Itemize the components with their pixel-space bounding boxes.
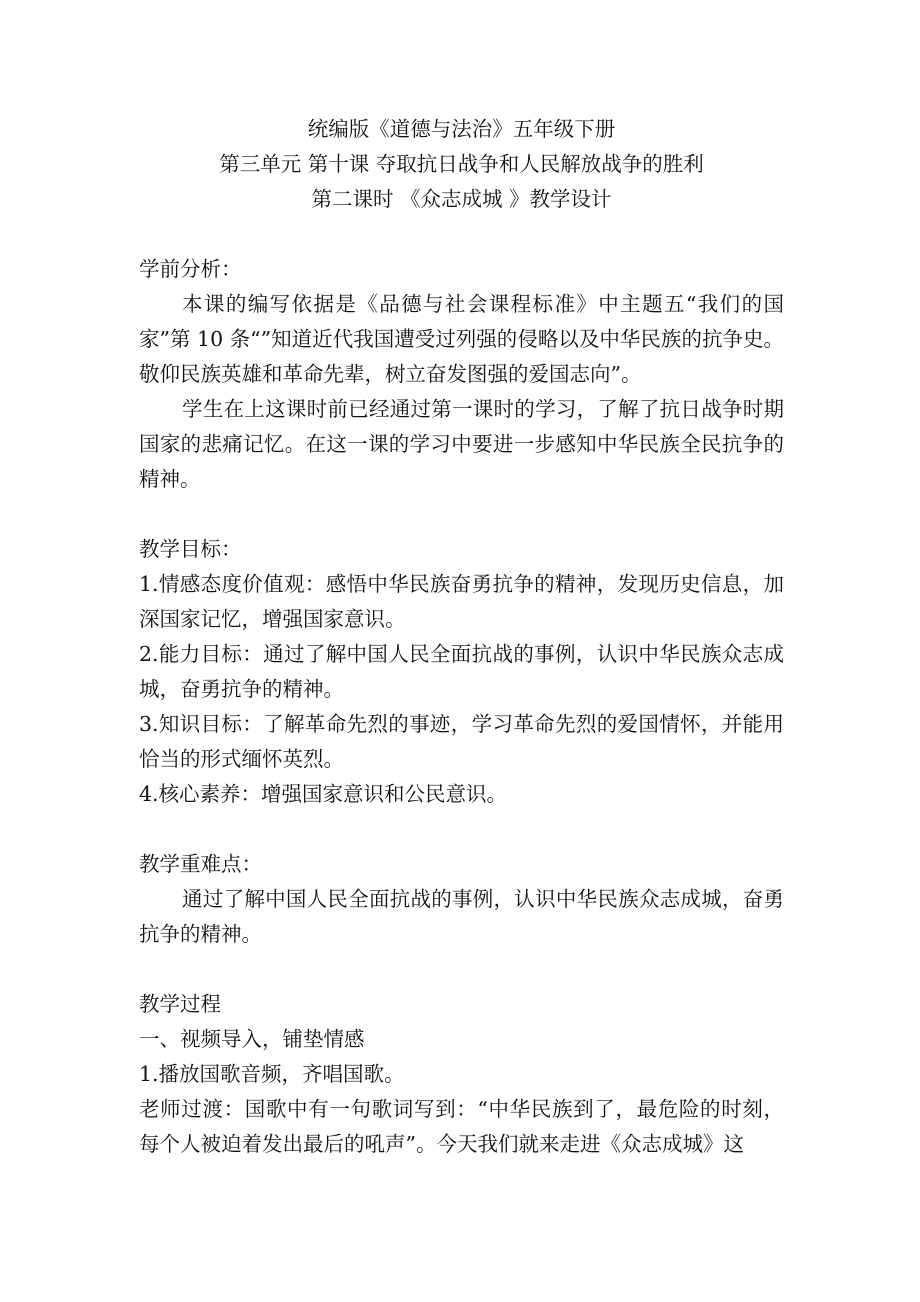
spacer [139,497,784,532]
preclass-analysis-paragraph-2: 学生在上这课时前已经通过第一课时的学习，了解了抗日战争时期国家的悲痛记忆。在这一课的学习中要进一步感知中华民族全民抗争的精神。 [139,397,784,491]
document-title-line-1: 统编版《道德与法治》五年级下册 [307,117,616,141]
key-points-paragraph: 通过了解中国人民全面抗战的事例，认识中华民族众志成城，奋勇抗争的精神。 [139,887,784,946]
spacer [139,217,784,252]
preclass-analysis-heading: 学前分析： [139,257,242,281]
objective-item-2: 2.能力目标：通过了解中国人民全面抗战的事例，认识中华民族众志成城，奋勇抗争的精神。 [139,642,784,701]
key-points-heading: 教学重难点： [139,852,262,876]
objectives-heading: 教学目标： [139,537,242,561]
process-transition-paragraph: 老师过渡：国歌中有一句歌词写到：“中华民族到了，最危险的时刻，每个人被迫着发出最后的吼声”。今天我们就来走进《众志成城》这 [139,1097,784,1156]
document-title-line-3: 第二课时 《众志成城 》教学设计 [311,187,612,211]
process-heading: 教学过程 [139,992,221,1016]
objective-item-1: 1.情感态度价值观：感悟中华民族奋勇抗争的精神，发现历史信息，加深国家记忆，增强国家意识。 [139,572,784,631]
spacer [139,812,784,847]
objective-item-3: 3.知识目标：了解革命先烈的事迹，学习革命先烈的爱国情怀，并能用恰当的形式缅怀英烈。 [139,712,784,771]
process-section-1-heading: 一、视频导入，铺垫情感 [139,1027,365,1051]
spacer [139,952,784,987]
preclass-analysis-paragraph-1: 本课的编写依据是《品德与社会课程标准》中主题五“我们的国家”第 10 条“”知道近代我国遭受过列强的侵略以及中华民族的抗争史。敬仰民族英雄和革命先辈，树立奋发图强的爱国志向”。 [139,292,784,386]
objective-item-4: 4.核心素养：增强国家意识和公民意识。 [139,782,508,806]
document-title-line-2: 第三单元 第十课 夺取抗日战争和人民解放战争的胜利 [219,152,704,176]
document-page [139,112,784,1162]
process-step-1: 1.播放国歌音频，齐唱国歌。 [139,1062,405,1086]
